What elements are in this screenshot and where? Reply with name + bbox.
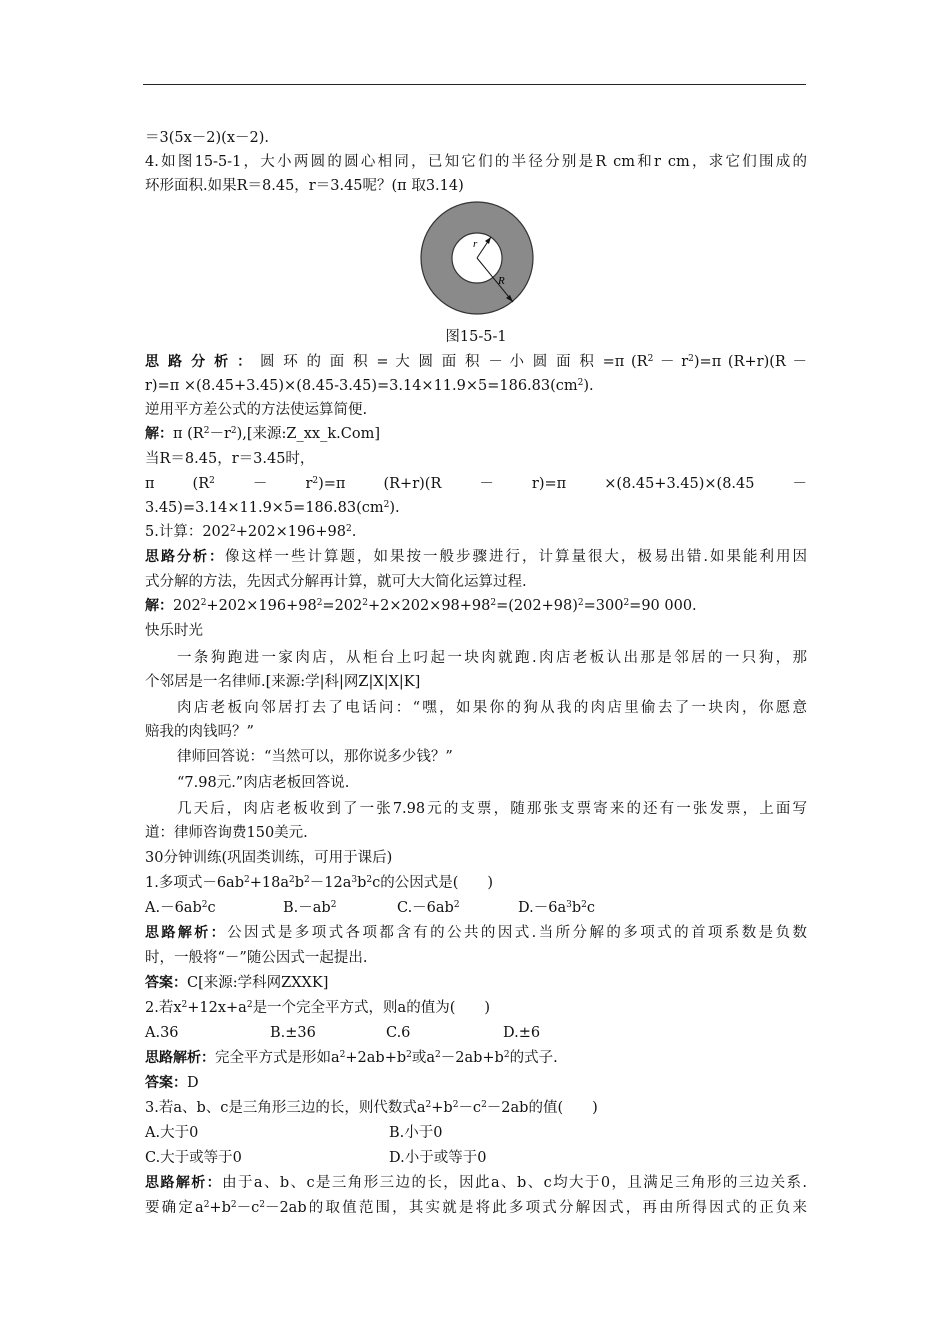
t-q3-analysis-line2: 要确定$a^2+b^2-c^2-2ab$的取值范围，其实就是将此多项式分解因式，再由所得因式的正负来	[145, 1200, 807, 1216]
t-q2-answer: 答案：D	[145, 1075, 199, 1091]
q5-analysis-line2: 式分解的方法，先因式分解再计算，就可大大简化运算过程.	[145, 574, 527, 590]
story-title: 快乐时光	[145, 623, 203, 639]
label-R: R	[498, 275, 505, 287]
story-p5-line1: 几天后，肉店老板收到了一张7.98元的支票，随那张支票寄来的还有一张发票，上面写	[177, 801, 807, 817]
q4-calc-line1: π $(R^2 - r^2)=\pi$ (R+r)(R － r)=π ×(8.45+3.45)×(8.45 －	[145, 476, 808, 492]
q4-note: 逆用平方差公式的方法使运算简便.	[145, 402, 368, 418]
t-q1-answer: 答案：C[来源:学科网ZXXK]	[145, 975, 329, 991]
t-q1-option-a: $A.-6ab^2c$	[145, 900, 216, 916]
t-q3-option-b: B.小于0	[389, 1125, 443, 1141]
story-p5-line2: 道：律师咨询费150美元.	[145, 825, 308, 841]
t-q1-stem: 1.多项式$-6ab^2+18a^2b^2-12a^3b^2c$的公因式是( )	[145, 875, 494, 891]
figure-caption: 图15-5-1	[445, 329, 507, 345]
t-q2-option-b: B.±36	[270, 1025, 316, 1041]
t-q1-option-d: $D.-6a^3b^2c$	[518, 900, 595, 916]
ring-figure	[419, 200, 535, 316]
q3-continuation: ＝3(5x－2)(x－2).	[145, 130, 269, 146]
story-p3: 律师回答说：“当然可以，那你说多少钱？”	[177, 749, 453, 765]
t-q1-analysis-line2: 时，一般将“－”随公因式一起提出.	[145, 950, 368, 966]
t-q2-option-d: D.±6	[503, 1025, 541, 1041]
label-r: r	[473, 238, 478, 250]
t-q3-analysis-line1: 思路解析：由于a、b、c是三角形三边的长，因此a、b、c均大于0，且满足三角形的三边关系.	[145, 1175, 807, 1191]
story-p2-line2: 赔我的肉钱吗？”	[145, 724, 254, 740]
q5-analysis-line1: 思路分析：像这样一些计算题，如果按一般步骤进行，计算量很大，极易出错.如果能利用因	[145, 549, 808, 565]
story-p1-line1: 一条狗跑进一家肉店，从柜台上叼起一块肉就跑.肉店老板认出那是邻居的一只狗，那	[177, 650, 807, 666]
t-q3-option-d: D.小于或等于0	[389, 1150, 487, 1166]
story-p2-line1: 肉店老板向邻居打去了电话问：“嘿，如果你的狗从我的肉店里偷去了一块肉，你愿意	[177, 700, 807, 716]
q4-when: 当R＝8.45，r＝3.45时，	[145, 451, 315, 467]
t-q3-stem: 3.若a、b、c是三角形三边的长，则代数式$a^2+b^2-c^2-2ab$的值( )	[145, 1100, 598, 1116]
q5-solution: 解：$202^2+202\times 196+98^2=202^2+2\times 202\times 98+98^2=(202+98)^2=300^2=90$ 000.	[145, 598, 697, 614]
t-q3-option-c: C.大于或等于0	[145, 1150, 242, 1166]
q5-stem: 5.计算：$202^2+202\times 196+98^2$.	[145, 524, 357, 540]
q4-analysis-line2: $r)=\pi \times(8.45+3.45)\times(8.45-3.45)=3.14\times 11.9\times 5=186.83(cm^2)$.	[145, 378, 594, 394]
q4-analysis-line1: 思 路 分 析 ： 圆 环 的 面 积 = 大 圆 面 积 － 小 圆 面 积 =π $(R^2 - r^2)=\pi$ (R+r)(R －	[145, 354, 808, 370]
q4-solution: 解：π $(R^2-r^2)$,[来源:Z_xx_k.Com]	[145, 426, 380, 442]
t-q1-option-c: $C.-6ab^2$	[397, 900, 460, 916]
t-q1-analysis-line1: 思路解析：公因式是多项式各项都含有的公共的因式.当所分解的多项式的首项系数是负数	[145, 925, 808, 941]
t-q3-option-a: A.大于0	[145, 1125, 199, 1141]
t-q1-option-b: $B.-ab^2$	[283, 900, 337, 916]
story-p4: “7.98元.”肉店老板回答说.	[177, 775, 350, 791]
q4-calc-line2: $3.45)=3.14\times 11.9\times 5=186.83(cm^2)$.	[145, 500, 400, 516]
story-p1-line2: 个邻居是一名律师.[来源:学|科|网Z|X|X|K]	[145, 674, 421, 690]
t-q2-analysis: 思路解析：完全平方式是形如$a^2+2ab+b^2$或$a^2-2ab+b^2$的式子.	[145, 1050, 558, 1066]
t-q2-option-a: A.36	[145, 1025, 179, 1041]
training-title: 30分钟训练(巩固类训练，可用于课后)	[145, 850, 393, 866]
header-rule	[143, 84, 806, 85]
q4-stem-line2: 环形面积.如果R＝8.45，r＝3.45呢？(π 取3.14)	[145, 178, 464, 194]
t-q2-stem: 2.若$x^2+12x+a^2$是一个完全平方式，则a的值为( )	[145, 1000, 491, 1016]
q4-stem-line1: 4.如图15-5-1，大小两圆的圆心相同，已知它们的半径分别是R cm和r cm，求它们围成的	[145, 154, 807, 170]
t-q2-option-c: C.6	[386, 1025, 411, 1041]
